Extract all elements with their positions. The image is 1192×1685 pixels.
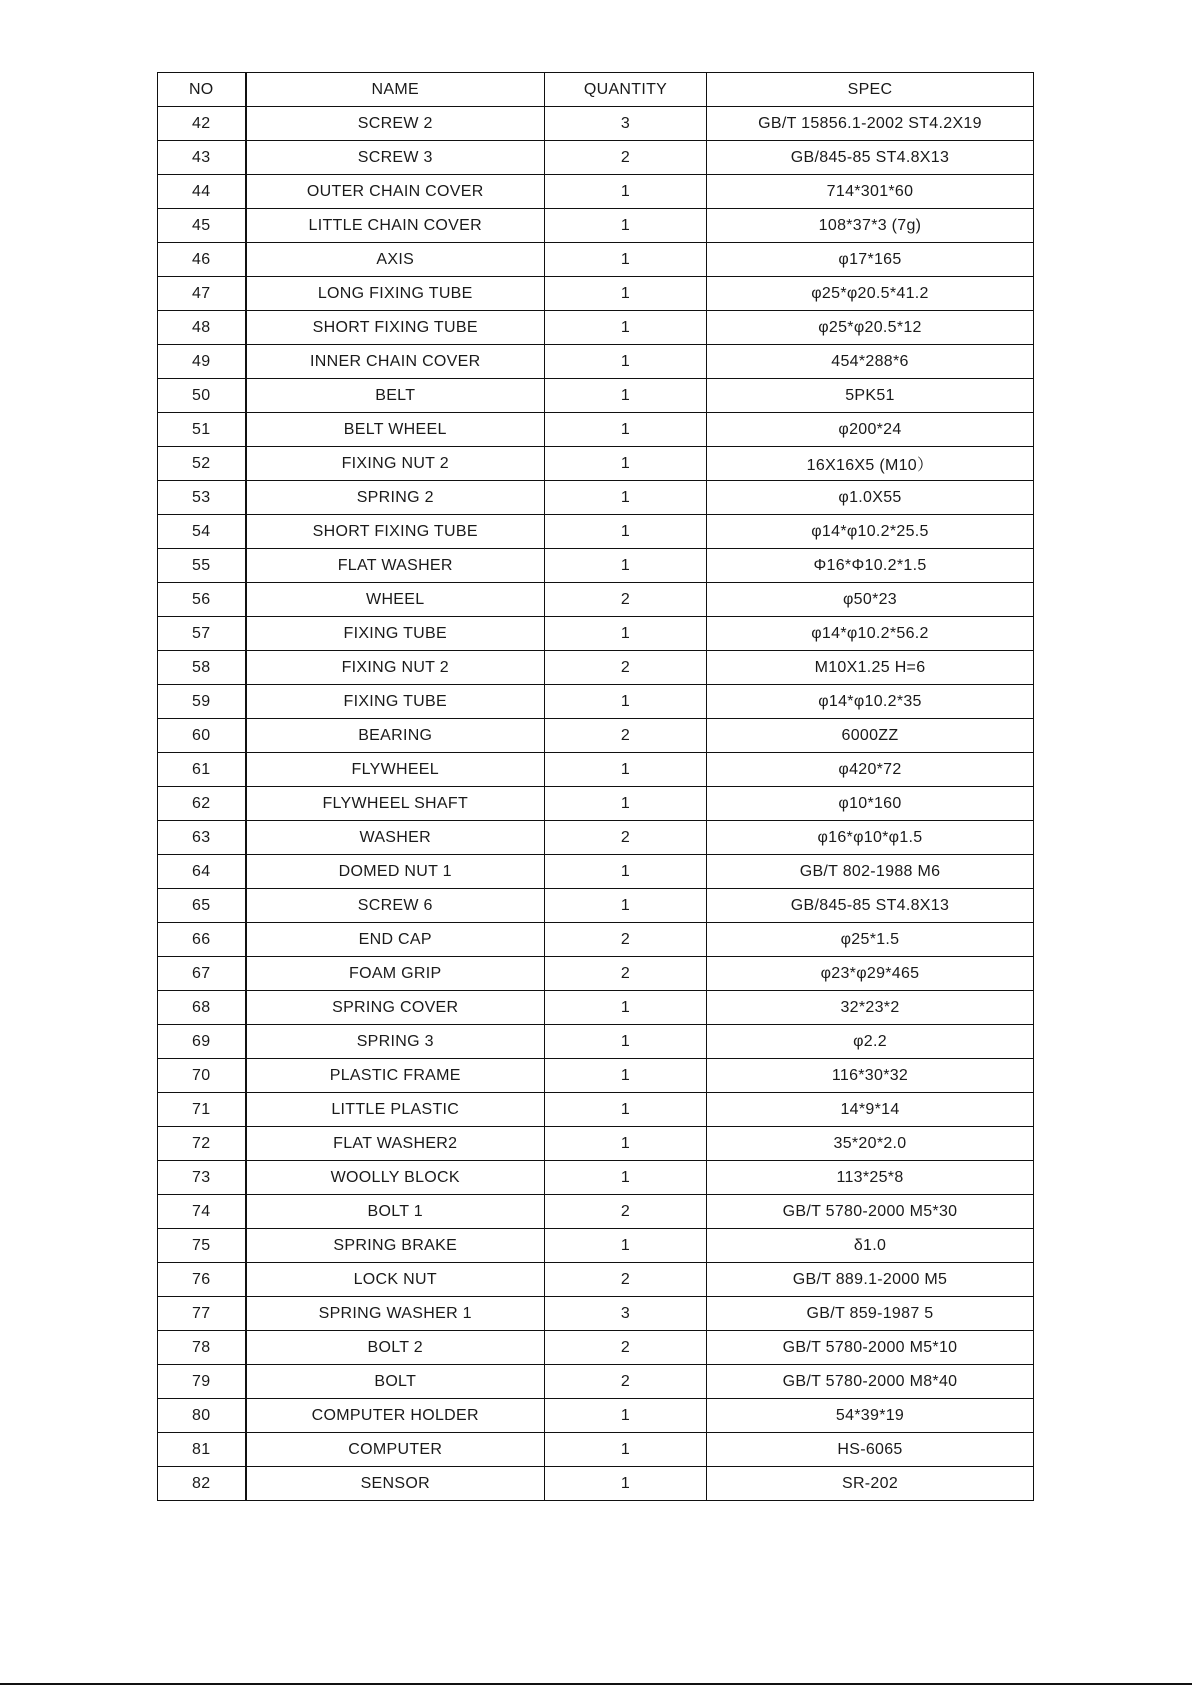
cell-spec: HS-6065 xyxy=(707,1433,1034,1467)
cell-spec: φ420*72 xyxy=(707,753,1034,787)
table-row xyxy=(158,1433,1034,1467)
cell-no: 61 xyxy=(158,753,246,787)
table-row xyxy=(158,1127,1034,1161)
cell-spec: GB/845-85 ST4.8X13 xyxy=(707,141,1034,175)
cell-quantity: 1 xyxy=(545,787,707,821)
cell-no: 48 xyxy=(158,311,246,345)
cell-spec: 5PK51 xyxy=(707,379,1034,413)
cell-quantity: 1 xyxy=(545,1059,707,1093)
cell-no: 42 xyxy=(158,107,246,141)
cell-quantity: 1 xyxy=(545,617,707,651)
cell-quantity: 2 xyxy=(545,821,707,855)
cell-quantity: 1 xyxy=(545,1399,707,1433)
table-row xyxy=(158,1059,1034,1093)
header-row xyxy=(158,73,1034,107)
table-row xyxy=(158,1229,1034,1263)
cell-quantity: 1 xyxy=(545,209,707,243)
cell-name: FIXING TUBE xyxy=(246,617,545,651)
cell-name: LITTLE PLASTIC xyxy=(246,1093,545,1127)
table-body xyxy=(158,107,1034,1501)
cell-spec: φ16*φ10*φ1.5 xyxy=(707,821,1034,855)
cell-spec: GB/T 5780-2000 M5*30 xyxy=(707,1195,1034,1229)
cell-spec: 113*25*8 xyxy=(707,1161,1034,1195)
cell-spec: GB/T 5780-2000 M8*40 xyxy=(707,1365,1034,1399)
cell-spec: φ23*φ29*465 xyxy=(707,957,1034,991)
cell-name: FLAT WASHER xyxy=(246,549,545,583)
cell-no: 75 xyxy=(158,1229,246,1263)
table-row xyxy=(158,889,1034,923)
cell-no: 58 xyxy=(158,651,246,685)
table-row xyxy=(158,243,1034,277)
cell-spec: φ14*φ10.2*35 xyxy=(707,685,1034,719)
table-row xyxy=(158,1331,1034,1365)
cell-quantity: 2 xyxy=(545,957,707,991)
cell-quantity: 2 xyxy=(545,1263,707,1297)
cell-name: WASHER xyxy=(246,821,545,855)
cell-quantity: 1 xyxy=(545,1093,707,1127)
cell-quantity: 1 xyxy=(545,243,707,277)
cell-name: LONG FIXING TUBE xyxy=(246,277,545,311)
cell-spec: φ14*φ10.2*25.5 xyxy=(707,515,1034,549)
cell-quantity: 3 xyxy=(545,1297,707,1331)
cell-spec: φ14*φ10.2*56.2 xyxy=(707,617,1034,651)
cell-quantity: 1 xyxy=(545,991,707,1025)
cell-quantity: 1 xyxy=(545,311,707,345)
cell-name: FIXING NUT 2 xyxy=(246,447,545,481)
cell-name: BOLT 1 xyxy=(246,1195,545,1229)
cell-no: 69 xyxy=(158,1025,246,1059)
table-row xyxy=(158,209,1034,243)
cell-quantity: 2 xyxy=(545,141,707,175)
table-header xyxy=(158,73,1034,107)
cell-name: SENSOR xyxy=(246,1467,545,1501)
cell-no: 51 xyxy=(158,413,246,447)
cell-quantity: 1 xyxy=(545,889,707,923)
cell-spec: 454*288*6 xyxy=(707,345,1034,379)
table-row xyxy=(158,923,1034,957)
table-row xyxy=(158,413,1034,447)
cell-name: AXIS xyxy=(246,243,545,277)
cell-name: BOLT 2 xyxy=(246,1331,545,1365)
cell-spec: 116*30*32 xyxy=(707,1059,1034,1093)
table-row xyxy=(158,1365,1034,1399)
cell-quantity: 2 xyxy=(545,651,707,685)
table-row xyxy=(158,991,1034,1025)
table-row xyxy=(158,481,1034,515)
cell-spec: Φ16*Φ10.2*1.5 xyxy=(707,549,1034,583)
table-row xyxy=(158,1025,1034,1059)
cell-quantity: 2 xyxy=(545,719,707,753)
cell-name: DOMED NUT 1 xyxy=(246,855,545,889)
cell-name: SCREW 6 xyxy=(246,889,545,923)
cell-name: SCREW 2 xyxy=(246,107,545,141)
cell-spec: δ1.0 xyxy=(707,1229,1034,1263)
cell-quantity: 1 xyxy=(545,685,707,719)
cell-quantity: 2 xyxy=(545,1195,707,1229)
cell-no: 50 xyxy=(158,379,246,413)
cell-spec: GB/T 889.1-2000 M5 xyxy=(707,1263,1034,1297)
cell-no: 63 xyxy=(158,821,246,855)
table-row xyxy=(158,821,1034,855)
cell-name: FLYWHEEL SHAFT xyxy=(246,787,545,821)
cell-spec: φ2.2 xyxy=(707,1025,1034,1059)
cell-spec: 16X16X5 (M10） xyxy=(707,447,1034,481)
cell-no: 54 xyxy=(158,515,246,549)
table-row xyxy=(158,787,1034,821)
cell-no: 57 xyxy=(158,617,246,651)
cell-name: SPRING 3 xyxy=(246,1025,545,1059)
cell-name: LITTLE CHAIN COVER xyxy=(246,209,545,243)
table-row xyxy=(158,719,1034,753)
table-row xyxy=(158,107,1034,141)
cell-no: 64 xyxy=(158,855,246,889)
cell-name: BEARING xyxy=(246,719,545,753)
cell-spec: 108*37*3 (7g) xyxy=(707,209,1034,243)
cell-no: 70 xyxy=(158,1059,246,1093)
cell-name: FIXING TUBE xyxy=(246,685,545,719)
cell-no: 81 xyxy=(158,1433,246,1467)
cell-spec: 14*9*14 xyxy=(707,1093,1034,1127)
cell-name: FLAT WASHER2 xyxy=(246,1127,545,1161)
table-row xyxy=(158,1297,1034,1331)
cell-no: 45 xyxy=(158,209,246,243)
table-row xyxy=(158,1263,1034,1297)
cell-name: COMPUTER xyxy=(246,1433,545,1467)
cell-spec: 6000ZZ xyxy=(707,719,1034,753)
cell-quantity: 2 xyxy=(545,1365,707,1399)
cell-quantity: 2 xyxy=(545,1331,707,1365)
cell-no: 76 xyxy=(158,1263,246,1297)
cell-name: SPRING 2 xyxy=(246,481,545,515)
cell-quantity: 1 xyxy=(545,1025,707,1059)
cell-no: 74 xyxy=(158,1195,246,1229)
cell-spec: 54*39*19 xyxy=(707,1399,1034,1433)
cell-quantity: 1 xyxy=(545,1229,707,1263)
cell-name: BOLT xyxy=(246,1365,545,1399)
header-spec: SPEC xyxy=(707,73,1034,107)
cell-quantity: 1 xyxy=(545,855,707,889)
cell-name: SPRING COVER xyxy=(246,991,545,1025)
table-row xyxy=(158,583,1034,617)
cell-quantity: 1 xyxy=(545,481,707,515)
table-row xyxy=(158,651,1034,685)
cell-quantity: 1 xyxy=(545,277,707,311)
cell-spec: SR-202 xyxy=(707,1467,1034,1501)
table-row xyxy=(158,1195,1034,1229)
cell-name: FOAM GRIP xyxy=(246,957,545,991)
table-row xyxy=(158,345,1034,379)
cell-no: 52 xyxy=(158,447,246,481)
cell-spec: φ200*24 xyxy=(707,413,1034,447)
cell-quantity: 1 xyxy=(545,379,707,413)
header-no: NO xyxy=(158,73,246,107)
cell-quantity: 1 xyxy=(545,1467,707,1501)
cell-quantity: 1 xyxy=(545,549,707,583)
cell-spec: GB/T 859-1987 5 xyxy=(707,1297,1034,1331)
cell-spec: 32*23*2 xyxy=(707,991,1034,1025)
cell-no: 80 xyxy=(158,1399,246,1433)
table-row xyxy=(158,617,1034,651)
cell-name: SCREW 3 xyxy=(246,141,545,175)
table-row xyxy=(158,141,1034,175)
table-row xyxy=(158,685,1034,719)
cell-name: FIXING NUT 2 xyxy=(246,651,545,685)
cell-name: WHEEL xyxy=(246,583,545,617)
cell-no: 72 xyxy=(158,1127,246,1161)
cell-spec: GB/T 15856.1-2002 ST4.2X19 xyxy=(707,107,1034,141)
header-name: NAME xyxy=(246,73,545,107)
cell-name: BELT xyxy=(246,379,545,413)
table-row xyxy=(158,753,1034,787)
cell-quantity: 1 xyxy=(545,413,707,447)
cell-name: WOOLLY BLOCK xyxy=(246,1161,545,1195)
cell-spec: φ25*φ20.5*12 xyxy=(707,311,1034,345)
cell-spec: 35*20*2.0 xyxy=(707,1127,1034,1161)
cell-quantity: 1 xyxy=(545,175,707,209)
table-row xyxy=(158,277,1034,311)
table-row xyxy=(158,855,1034,889)
cell-name: LOCK NUT xyxy=(246,1263,545,1297)
cell-no: 47 xyxy=(158,277,246,311)
cell-no: 71 xyxy=(158,1093,246,1127)
table-row xyxy=(158,515,1034,549)
cell-quantity: 1 xyxy=(545,345,707,379)
cell-no: 77 xyxy=(158,1297,246,1331)
cell-spec: φ17*165 xyxy=(707,243,1034,277)
cell-spec: GB/T 802-1988 M6 xyxy=(707,855,1034,889)
cell-name: END CAP xyxy=(246,923,545,957)
table-row xyxy=(158,1399,1034,1433)
cell-no: 73 xyxy=(158,1161,246,1195)
cell-no: 79 xyxy=(158,1365,246,1399)
cell-no: 55 xyxy=(158,549,246,583)
cell-name: OUTER CHAIN COVER xyxy=(246,175,545,209)
cell-spec: φ50*23 xyxy=(707,583,1034,617)
header-quantity: QUANTITY xyxy=(545,73,707,107)
cell-no: 56 xyxy=(158,583,246,617)
cell-spec: GB/845-85 ST4.8X13 xyxy=(707,889,1034,923)
cell-no: 62 xyxy=(158,787,246,821)
cell-spec: φ10*160 xyxy=(707,787,1034,821)
cell-spec: φ25*φ20.5*41.2 xyxy=(707,277,1034,311)
cell-spec: M10X1.25 H=6 xyxy=(707,651,1034,685)
cell-no: 44 xyxy=(158,175,246,209)
cell-no: 66 xyxy=(158,923,246,957)
cell-no: 60 xyxy=(158,719,246,753)
cell-name: SPRING BRAKE xyxy=(246,1229,545,1263)
cell-no: 82 xyxy=(158,1467,246,1501)
table-row xyxy=(158,379,1034,413)
cell-name: FLYWHEEL xyxy=(246,753,545,787)
cell-no: 59 xyxy=(158,685,246,719)
cell-quantity: 2 xyxy=(545,923,707,957)
cell-name: INNER CHAIN COVER xyxy=(246,345,545,379)
cell-quantity: 1 xyxy=(545,515,707,549)
cell-quantity: 1 xyxy=(545,753,707,787)
cell-quantity: 2 xyxy=(545,583,707,617)
table-row xyxy=(158,1093,1034,1127)
cell-no: 65 xyxy=(158,889,246,923)
cell-name: SPRING WASHER 1 xyxy=(246,1297,545,1331)
cell-no: 78 xyxy=(158,1331,246,1365)
cell-quantity: 1 xyxy=(545,1433,707,1467)
cell-name: BELT WHEEL xyxy=(246,413,545,447)
cell-no: 68 xyxy=(158,991,246,1025)
cell-no: 49 xyxy=(158,345,246,379)
cell-quantity: 1 xyxy=(545,1161,707,1195)
cell-spec: 714*301*60 xyxy=(707,175,1034,209)
cell-quantity: 1 xyxy=(545,1127,707,1161)
cell-name: PLASTIC FRAME xyxy=(246,1059,545,1093)
table-row xyxy=(158,175,1034,209)
cell-name: SHORT FIXING TUBE xyxy=(246,311,545,345)
table-row xyxy=(158,1161,1034,1195)
table-row xyxy=(158,549,1034,583)
cell-name: COMPUTER HOLDER xyxy=(246,1399,545,1433)
table-row xyxy=(158,447,1034,481)
cell-quantity: 3 xyxy=(545,107,707,141)
cell-name: SHORT FIXING TUBE xyxy=(246,515,545,549)
table-row xyxy=(158,957,1034,991)
cell-spec: GB/T 5780-2000 M5*10 xyxy=(707,1331,1034,1365)
parts-list-table xyxy=(157,72,1034,1501)
cell-no: 43 xyxy=(158,141,246,175)
table-row xyxy=(158,311,1034,345)
cell-quantity: 1 xyxy=(545,447,707,481)
table-row xyxy=(158,1467,1034,1501)
cell-no: 53 xyxy=(158,481,246,515)
cell-no: 67 xyxy=(158,957,246,991)
cell-spec: φ1.0X55 xyxy=(707,481,1034,515)
cell-no: 46 xyxy=(158,243,246,277)
cell-spec: φ25*1.5 xyxy=(707,923,1034,957)
